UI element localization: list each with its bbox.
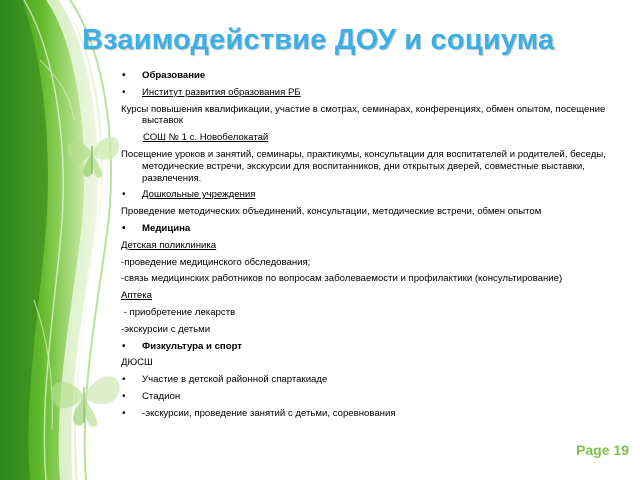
list-item: Курсы повышения квалификации, участие в смотрах, семинарах, конференциях, обмен опытом, посещение выставок: [121, 103, 606, 127]
list-item: • Физкультура и спорт: [121, 341, 611, 353]
list-item: -связь медицинских работников по вопросам заболеваемости и профилактики (консультирование): [121, 273, 563, 285]
list-item: -экскурсии с детьми: [121, 323, 211, 335]
list-item: - приобретение лекарств: [121, 306, 236, 318]
list-item: -проведение медицинского обследования;: [121, 256, 311, 268]
green-swoosh-shape: [0, 0, 111, 480]
page-number: Page 19: [576, 442, 629, 458]
list-item: ДЮСШ: [121, 357, 153, 369]
slide-content: [121, 70, 611, 425]
list-item: Детская поликлиника: [121, 239, 217, 251]
list-item: • Образование: [121, 70, 611, 82]
list-item: • Стадион: [121, 391, 611, 403]
list-item: • Институт развития образования РБ: [121, 87, 611, 99]
list-item: Проведение методических объединений, консультации, методические встречи, обмен опытом: [121, 206, 542, 218]
list-item: • -экскурсии, проведение занятий с детьми, соревнования: [121, 408, 611, 420]
list-item: • Участие в детской районной спартакиаде: [121, 374, 611, 386]
list-item: Посещение уроков и занятий, семинары, практикумы, консультации для воспитателей и родителей, беседы, методические встречи, экскурсии для воспитанников, дни открытых дверей, совместные выставки, развлечения.: [121, 148, 606, 184]
list-item: Аптека: [121, 290, 152, 302]
list-item: СОШ № 1 с. Новобелокатай: [143, 132, 269, 144]
list-item: • Дошкольные учреждения: [121, 189, 611, 201]
slide-title: Взаимодействие ДОУ и социума: [82, 24, 555, 56]
list-item: • Медицина: [121, 223, 611, 235]
